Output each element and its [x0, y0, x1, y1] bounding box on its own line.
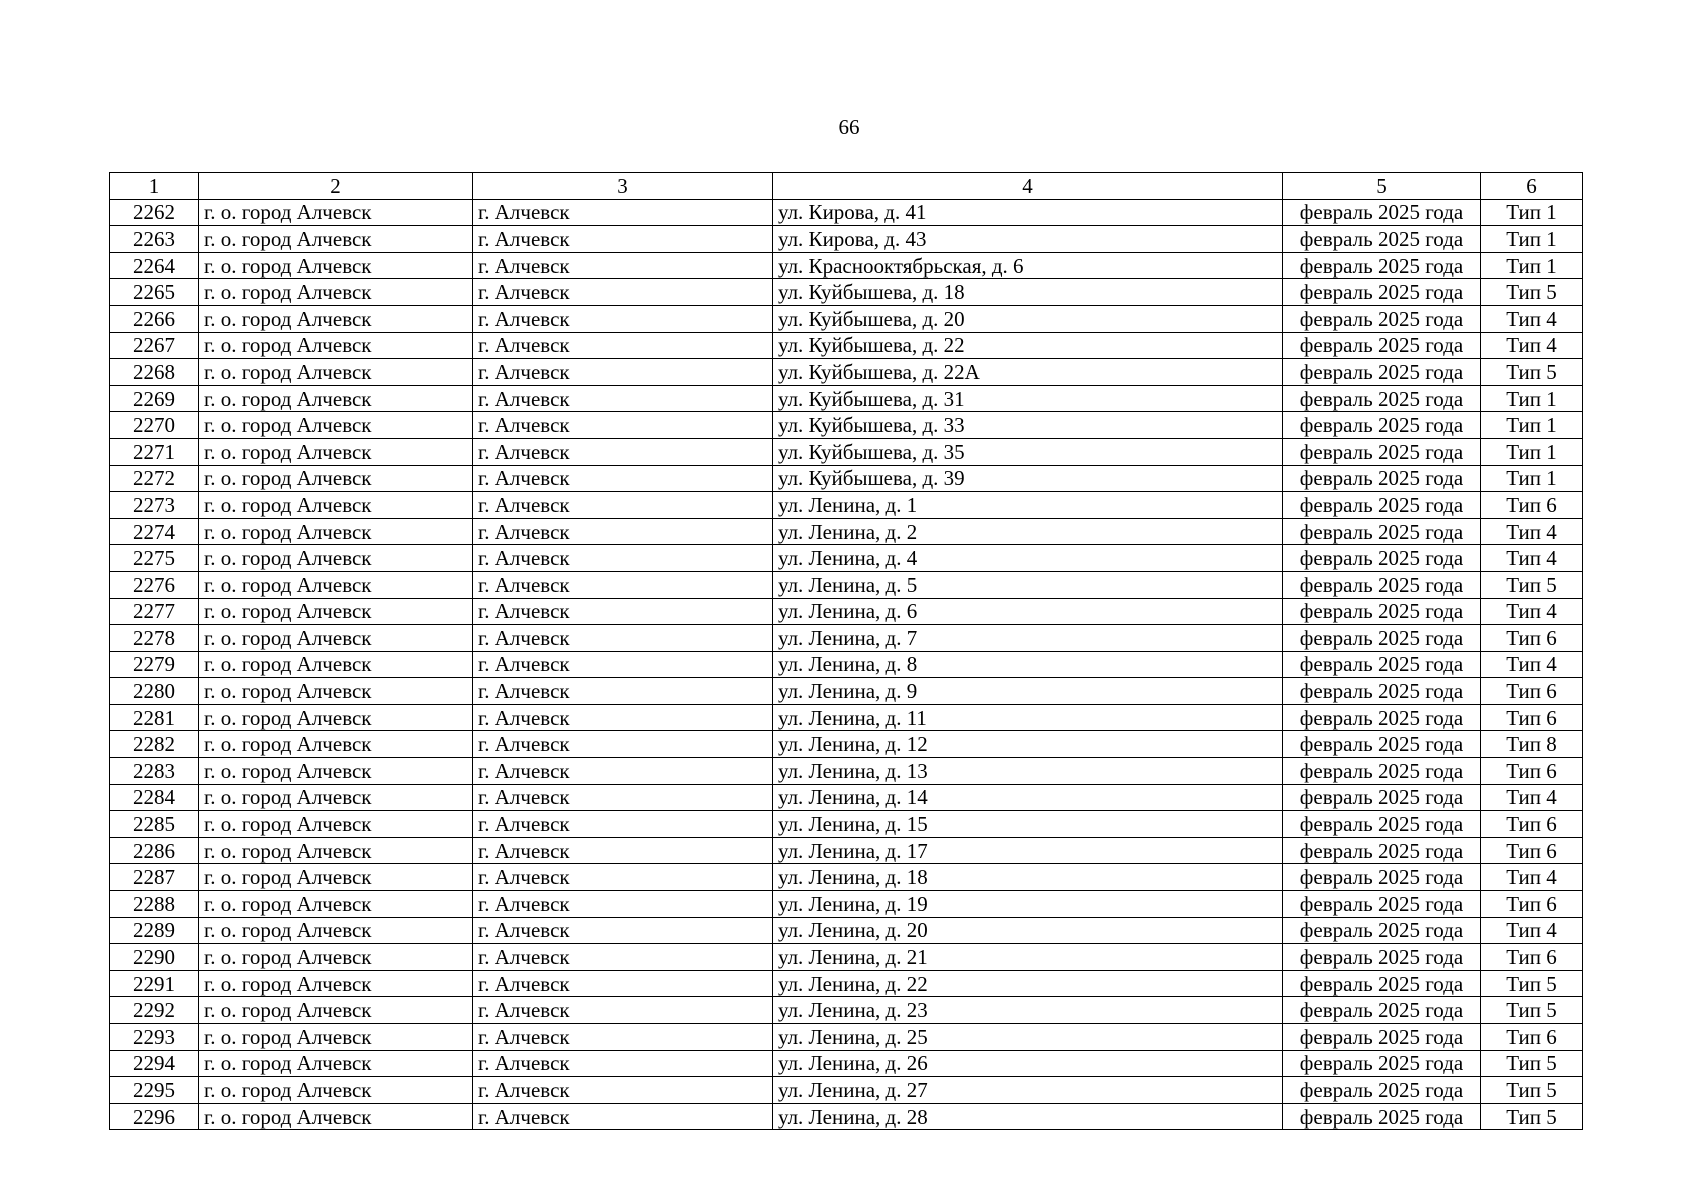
district-cell: г. о. город Алчевск: [199, 412, 473, 439]
row-number-cell: 2273: [110, 492, 199, 519]
deadline-cell: февраль 2025 года: [1283, 332, 1481, 359]
table-body: [110, 199, 1583, 1130]
deadline-cell: февраль 2025 года: [1283, 1050, 1481, 1077]
district-cell: г. о. город Алчевск: [199, 545, 473, 572]
city-cell: г. Алчевск: [473, 1024, 773, 1051]
table-row: [110, 199, 1583, 226]
district-cell: г. о. город Алчевск: [199, 332, 473, 359]
column-header-5: 5: [1283, 173, 1481, 200]
city-cell: г. Алчевск: [473, 944, 773, 971]
type-cell: Тип 6: [1481, 1024, 1583, 1051]
table-row: [110, 997, 1583, 1024]
type-cell: Тип 4: [1481, 305, 1583, 332]
row-number-cell: 2268: [110, 359, 199, 386]
city-cell: г. Алчевск: [473, 970, 773, 997]
table-row: [110, 279, 1583, 306]
district-cell: г. о. город Алчевск: [199, 359, 473, 386]
type-cell: Тип 6: [1481, 625, 1583, 652]
deadline-cell: февраль 2025 года: [1283, 518, 1481, 545]
city-cell: г. Алчевск: [473, 837, 773, 864]
district-cell: г. о. город Алчевск: [199, 598, 473, 625]
row-number-cell: 2287: [110, 864, 199, 891]
district-cell: г. о. город Алчевск: [199, 625, 473, 652]
district-cell: г. о. город Алчевск: [199, 438, 473, 465]
table-row: [110, 1024, 1583, 1051]
city-cell: г. Алчевск: [473, 784, 773, 811]
city-cell: г. Алчевск: [473, 864, 773, 891]
district-cell: г. о. город Алчевск: [199, 944, 473, 971]
column-header-3: 3: [473, 173, 773, 200]
address-cell: ул. Ленина, д. 20: [773, 917, 1283, 944]
row-number-cell: 2271: [110, 438, 199, 465]
address-cell: ул. Ленина, д. 17: [773, 837, 1283, 864]
row-number-cell: 2269: [110, 385, 199, 412]
row-number-cell: 2264: [110, 252, 199, 279]
type-cell: Тип 6: [1481, 944, 1583, 971]
city-cell: г. Алчевск: [473, 385, 773, 412]
table-row: [110, 970, 1583, 997]
deadline-cell: февраль 2025 года: [1283, 864, 1481, 891]
deadline-cell: февраль 2025 года: [1283, 678, 1481, 705]
district-cell: г. о. город Алчевск: [199, 465, 473, 492]
table-row: [110, 704, 1583, 731]
table-row: [110, 1050, 1583, 1077]
table-row: [110, 811, 1583, 838]
deadline-cell: февраль 2025 года: [1283, 465, 1481, 492]
deadline-cell: февраль 2025 года: [1283, 731, 1481, 758]
address-cell: ул. Ленина, д. 6: [773, 598, 1283, 625]
address-cell: ул. Ленина, д. 13: [773, 758, 1283, 785]
row-number-cell: 2288: [110, 891, 199, 918]
district-cell: г. о. город Алчевск: [199, 492, 473, 519]
table-row: [110, 837, 1583, 864]
type-cell: Тип 4: [1481, 917, 1583, 944]
type-cell: Тип 1: [1481, 252, 1583, 279]
row-number-cell: 2270: [110, 412, 199, 439]
district-cell: г. о. город Алчевск: [199, 1077, 473, 1104]
table-row: [110, 359, 1583, 386]
address-cell: ул. Ленина, д. 9: [773, 678, 1283, 705]
city-cell: г. Алчевск: [473, 625, 773, 652]
district-cell: г. о. город Алчевск: [199, 837, 473, 864]
table-row: [110, 784, 1583, 811]
deadline-cell: февраль 2025 года: [1283, 944, 1481, 971]
table-row: [110, 545, 1583, 572]
city-cell: г. Алчевск: [473, 1077, 773, 1104]
deadline-cell: февраль 2025 года: [1283, 226, 1481, 253]
district-cell: г. о. город Алчевск: [199, 252, 473, 279]
row-number-cell: 2280: [110, 678, 199, 705]
type-cell: Тип 4: [1481, 598, 1583, 625]
type-cell: Тип 5: [1481, 1103, 1583, 1130]
type-cell: Тип 1: [1481, 412, 1583, 439]
city-cell: г. Алчевск: [473, 731, 773, 758]
table-row: [110, 891, 1583, 918]
deadline-cell: февраль 2025 года: [1283, 279, 1481, 306]
city-cell: г. Алчевск: [473, 1050, 773, 1077]
city-cell: г. Алчевск: [473, 226, 773, 253]
district-cell: г. о. город Алчевск: [199, 704, 473, 731]
city-cell: г. Алчевск: [473, 412, 773, 439]
row-number-cell: 2281: [110, 704, 199, 731]
deadline-cell: февраль 2025 года: [1283, 412, 1481, 439]
district-cell: г. о. город Алчевск: [199, 811, 473, 838]
row-number-cell: 2284: [110, 784, 199, 811]
address-cell: ул. Куйбышева, д. 31: [773, 385, 1283, 412]
deadline-cell: февраль 2025 года: [1283, 891, 1481, 918]
table-row: [110, 438, 1583, 465]
type-cell: Тип 5: [1481, 1050, 1583, 1077]
address-cell: ул. Ленина, д. 22: [773, 970, 1283, 997]
type-cell: Тип 6: [1481, 837, 1583, 864]
table-row: [110, 651, 1583, 678]
row-number-cell: 2275: [110, 545, 199, 572]
city-cell: г. Алчевск: [473, 305, 773, 332]
city-cell: г. Алчевск: [473, 997, 773, 1024]
district-cell: г. о. город Алчевск: [199, 571, 473, 598]
type-cell: Тип 4: [1481, 518, 1583, 545]
district-cell: г. о. город Алчевск: [199, 305, 473, 332]
district-cell: г. о. город Алчевск: [199, 678, 473, 705]
deadline-cell: февраль 2025 года: [1283, 1103, 1481, 1130]
district-cell: г. о. город Алчевск: [199, 864, 473, 891]
address-cell: ул. Куйбышева, д. 35: [773, 438, 1283, 465]
type-cell: Тип 5: [1481, 279, 1583, 306]
row-number-cell: 2279: [110, 651, 199, 678]
table-row: [110, 917, 1583, 944]
address-cell: ул. Куйбышева, д. 20: [773, 305, 1283, 332]
district-cell: г. о. город Алчевск: [199, 758, 473, 785]
column-header-2: 2: [199, 173, 473, 200]
deadline-cell: февраль 2025 года: [1283, 625, 1481, 652]
address-cell: ул. Ленина, д. 25: [773, 1024, 1283, 1051]
row-number-cell: 2272: [110, 465, 199, 492]
type-cell: Тип 1: [1481, 465, 1583, 492]
column-number-row: [110, 173, 1583, 200]
row-number-cell: 2265: [110, 279, 199, 306]
column-header-4: 4: [773, 173, 1283, 200]
address-cell: ул. Ленина, д. 19: [773, 891, 1283, 918]
address-cell: ул. Куйбышева, д. 18: [773, 279, 1283, 306]
address-cell: ул. Кирова, д. 41: [773, 199, 1283, 226]
deadline-cell: февраль 2025 года: [1283, 1077, 1481, 1104]
district-cell: г. о. город Алчевск: [199, 917, 473, 944]
deadline-cell: февраль 2025 года: [1283, 1024, 1481, 1051]
city-cell: г. Алчевск: [473, 279, 773, 306]
deadline-cell: февраль 2025 года: [1283, 811, 1481, 838]
type-cell: Тип 4: [1481, 784, 1583, 811]
table-row: [110, 598, 1583, 625]
table-row: [110, 252, 1583, 279]
city-cell: г. Алчевск: [473, 891, 773, 918]
row-number-cell: 2263: [110, 226, 199, 253]
district-cell: г. о. город Алчевск: [199, 784, 473, 811]
row-number-cell: 2294: [110, 1050, 199, 1077]
table-row: [110, 412, 1583, 439]
table-row: [110, 864, 1583, 891]
deadline-cell: февраль 2025 года: [1283, 837, 1481, 864]
deadline-cell: февраль 2025 года: [1283, 970, 1481, 997]
deadline-cell: февраль 2025 года: [1283, 571, 1481, 598]
type-cell: Тип 4: [1481, 332, 1583, 359]
address-cell: ул. Ленина, д. 21: [773, 944, 1283, 971]
table-row: [110, 465, 1583, 492]
city-cell: г. Алчевск: [473, 359, 773, 386]
row-number-cell: 2276: [110, 571, 199, 598]
row-number-cell: 2262: [110, 199, 199, 226]
table-row: [110, 758, 1583, 785]
page-number: 66: [838, 115, 860, 139]
city-cell: г. Алчевск: [473, 678, 773, 705]
city-cell: г. Алчевск: [473, 571, 773, 598]
address-cell: ул. Ленина, д. 28: [773, 1103, 1283, 1130]
deadline-cell: февраль 2025 года: [1283, 438, 1481, 465]
type-cell: Тип 1: [1481, 385, 1583, 412]
type-cell: Тип 6: [1481, 891, 1583, 918]
table-row: [110, 492, 1583, 519]
type-cell: Тип 5: [1481, 1077, 1583, 1104]
row-number-cell: 2289: [110, 917, 199, 944]
type-cell: Тип 5: [1481, 970, 1583, 997]
deadline-cell: февраль 2025 года: [1283, 359, 1481, 386]
city-cell: г. Алчевск: [473, 704, 773, 731]
city-cell: г. Алчевск: [473, 1103, 773, 1130]
type-cell: Тип 6: [1481, 704, 1583, 731]
type-cell: Тип 4: [1481, 864, 1583, 891]
table-row: [110, 518, 1583, 545]
address-cell: ул. Ленина, д. 1: [773, 492, 1283, 519]
deadline-cell: февраль 2025 года: [1283, 758, 1481, 785]
address-cell: ул. Ленина, д. 27: [773, 1077, 1283, 1104]
type-cell: Тип 1: [1481, 199, 1583, 226]
row-number-cell: 2292: [110, 997, 199, 1024]
deadline-cell: февраль 2025 года: [1283, 598, 1481, 625]
deadline-cell: февраль 2025 года: [1283, 704, 1481, 731]
row-number-cell: 2290: [110, 944, 199, 971]
address-cell: ул. Куйбышева, д. 33: [773, 412, 1283, 439]
row-number-cell: 2283: [110, 758, 199, 785]
deadline-cell: февраль 2025 года: [1283, 997, 1481, 1024]
address-cell: ул. Ленина, д. 14: [773, 784, 1283, 811]
type-cell: Тип 6: [1481, 811, 1583, 838]
city-cell: г. Алчевск: [473, 917, 773, 944]
type-cell: Тип 6: [1481, 758, 1583, 785]
table-row: [110, 305, 1583, 332]
city-cell: г. Алчевск: [473, 465, 773, 492]
row-number-cell: 2282: [110, 731, 199, 758]
address-cell: ул. Кирова, д. 43: [773, 226, 1283, 253]
address-cell: ул. Ленина, д. 2: [773, 518, 1283, 545]
type-cell: Тип 5: [1481, 571, 1583, 598]
address-cell: ул. Куйбышева, д. 22А: [773, 359, 1283, 386]
row-number-cell: 2267: [110, 332, 199, 359]
district-cell: г. о. город Алчевск: [199, 970, 473, 997]
district-cell: г. о. город Алчевск: [199, 1103, 473, 1130]
deadline-cell: февраль 2025 года: [1283, 545, 1481, 572]
city-cell: г. Алчевск: [473, 758, 773, 785]
deadline-cell: февраль 2025 года: [1283, 252, 1481, 279]
city-cell: г. Алчевск: [473, 518, 773, 545]
column-header-1: 1: [110, 173, 199, 200]
city-cell: г. Алчевск: [473, 438, 773, 465]
city-cell: г. Алчевск: [473, 651, 773, 678]
address-cell: ул. Ленина, д. 8: [773, 651, 1283, 678]
table-row: [110, 625, 1583, 652]
table-row: [110, 944, 1583, 971]
district-cell: г. о. город Алчевск: [199, 651, 473, 678]
type-cell: Тип 1: [1481, 438, 1583, 465]
deadline-cell: февраль 2025 года: [1283, 199, 1481, 226]
type-cell: Тип 5: [1481, 997, 1583, 1024]
address-cell: ул. Ленина, д. 11: [773, 704, 1283, 731]
city-cell: г. Алчевск: [473, 252, 773, 279]
address-cell: ул. Ленина, д. 7: [773, 625, 1283, 652]
table-row: [110, 731, 1583, 758]
deadline-cell: февраль 2025 года: [1283, 492, 1481, 519]
city-cell: г. Алчевск: [473, 545, 773, 572]
deadline-cell: февраль 2025 года: [1283, 305, 1481, 332]
district-cell: г. о. город Алчевск: [199, 226, 473, 253]
address-cell: ул. Ленина, д. 4: [773, 545, 1283, 572]
table-row: [110, 678, 1583, 705]
district-cell: г. о. город Алчевск: [199, 997, 473, 1024]
district-cell: г. о. город Алчевск: [199, 1050, 473, 1077]
table-row: [110, 332, 1583, 359]
type-cell: Тип 6: [1481, 492, 1583, 519]
type-cell: Тип 4: [1481, 651, 1583, 678]
address-cell: ул. Краснооктябрьская, д. 6: [773, 252, 1283, 279]
registry-table: [109, 172, 1583, 1130]
district-cell: г. о. город Алчевск: [199, 1024, 473, 1051]
address-cell: ул. Ленина, д. 26: [773, 1050, 1283, 1077]
city-cell: г. Алчевск: [473, 598, 773, 625]
district-cell: г. о. город Алчевск: [199, 199, 473, 226]
row-number-cell: 2291: [110, 970, 199, 997]
deadline-cell: февраль 2025 года: [1283, 385, 1481, 412]
address-cell: ул. Ленина, д. 18: [773, 864, 1283, 891]
table-row: [110, 226, 1583, 253]
table-row: [110, 1103, 1583, 1130]
row-number-cell: 2277: [110, 598, 199, 625]
city-cell: г. Алчевск: [473, 492, 773, 519]
table-row: [110, 385, 1583, 412]
row-number-cell: 2293: [110, 1024, 199, 1051]
row-number-cell: 2278: [110, 625, 199, 652]
column-header-6: 6: [1481, 173, 1583, 200]
city-cell: г. Алчевск: [473, 199, 773, 226]
row-number-cell: 2286: [110, 837, 199, 864]
table-row: [110, 1077, 1583, 1104]
deadline-cell: февраль 2025 года: [1283, 917, 1481, 944]
deadline-cell: февраль 2025 года: [1283, 784, 1481, 811]
address-cell: ул. Ленина, д. 15: [773, 811, 1283, 838]
city-cell: г. Алчевск: [473, 811, 773, 838]
row-number-cell: 2295: [110, 1077, 199, 1104]
type-cell: Тип 5: [1481, 359, 1583, 386]
district-cell: г. о. город Алчевск: [199, 279, 473, 306]
address-cell: ул. Ленина, д. 23: [773, 997, 1283, 1024]
address-cell: ул. Ленина, д. 5: [773, 571, 1283, 598]
district-cell: г. о. город Алчевск: [199, 518, 473, 545]
row-number-cell: 2266: [110, 305, 199, 332]
table-row: [110, 571, 1583, 598]
type-cell: Тип 4: [1481, 545, 1583, 572]
address-cell: ул. Куйбышева, д. 22: [773, 332, 1283, 359]
district-cell: г. о. город Алчевск: [199, 731, 473, 758]
deadline-cell: февраль 2025 года: [1283, 651, 1481, 678]
row-number-cell: 2296: [110, 1103, 199, 1130]
row-number-cell: 2285: [110, 811, 199, 838]
type-cell: Тип 8: [1481, 731, 1583, 758]
district-cell: г. о. город Алчевск: [199, 891, 473, 918]
type-cell: Тип 6: [1481, 678, 1583, 705]
city-cell: г. Алчевск: [473, 332, 773, 359]
district-cell: г. о. город Алчевск: [199, 385, 473, 412]
row-number-cell: 2274: [110, 518, 199, 545]
address-cell: ул. Куйбышева, д. 39: [773, 465, 1283, 492]
address-cell: ул. Ленина, д. 12: [773, 731, 1283, 758]
type-cell: Тип 1: [1481, 226, 1583, 253]
